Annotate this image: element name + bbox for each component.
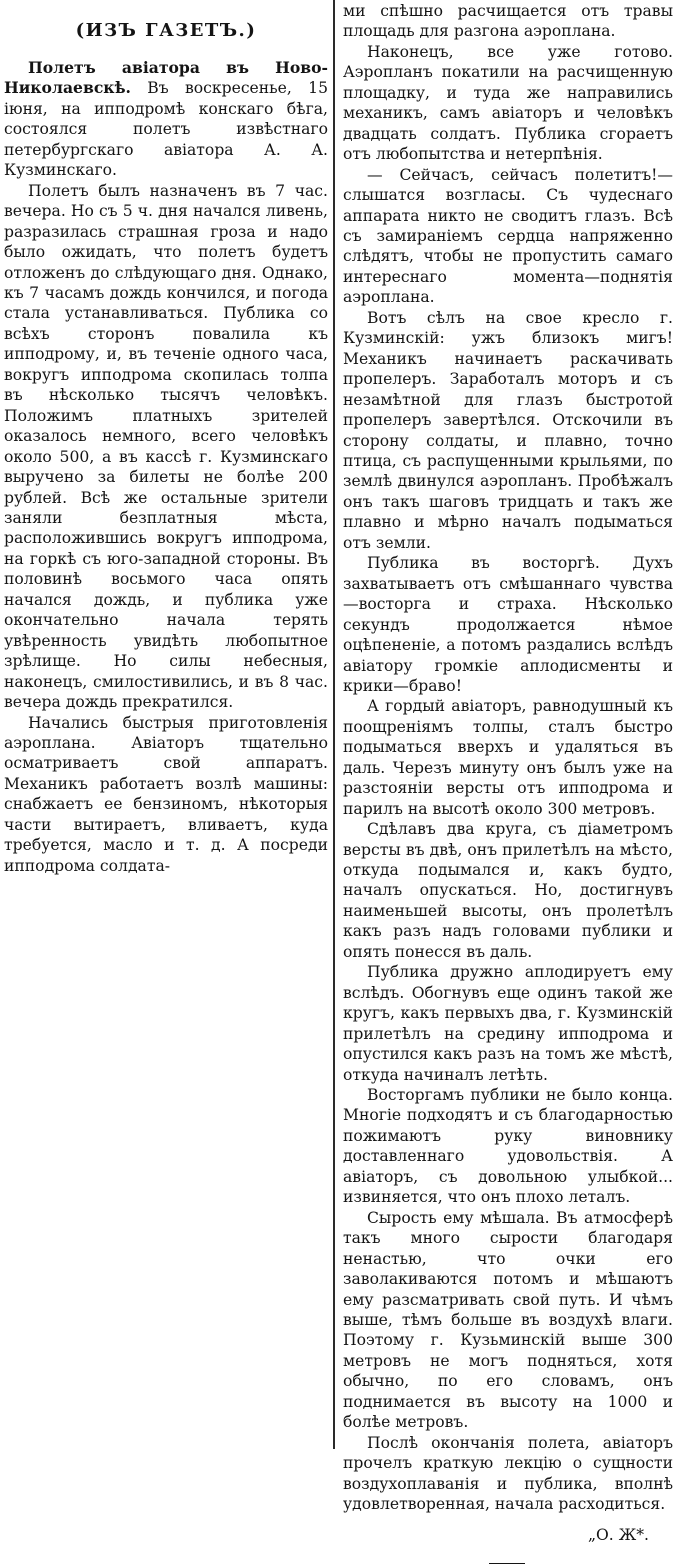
article-paragraph: Полетъ былъ назначенъ въ 7 час. вечера. Но съ 5 ч. дня начался ливень, разразилась страшная гроза и надо было ожидать, что полетъ будетъ отложенъ до слѣдующаго дня. Однако, къ 7 часамъ дождь кончился, и погода стала устанавливаться. Публика со всѣхъ сторонъ повалила къ ипподрому, и, въ теченіе одного часа, вокругъ ипподрома скопилась толпа въ нѣсколько тысячъ человѣкъ. Положимъ платныхъ зрителей оказалось немного, всего человѣкъ около 500, а въ кассѣ г. Кузминскаго выручено за билеты не болѣе 200 рублей. Всѣ же остальные зрители заняли безплатныя мѣста, расположившись вокругъ ипподрома, на горкѣ съ юго-западной стороны. Въ половинѣ восьмого часа опять начался дождь, и публика уже окончательно начала терять увѣренность увидѣть любопытное зрѣлище. Но силы небесныя, наконецъ, смилостивились, и въ 8 час. вечера дождь прекратился. (4, 181, 328, 712)
article-lead: Въ воскресенье, 15 іюня, на ипподромѣ конскаго бѣга, состоялся полетъ извѣстнаго петербургскаго авіатора А. А. Кузминскаго. (4, 79, 328, 180)
left-column (4, 0, 328, 876)
article-paragraph: — Сейчасъ, сейчасъ полетитъ!— слышатся возгласы. Съ чудеснаго аппарата никто не сводитъ глазъ. Всѣ съ замираніемъ сердца напряженно слѣдятъ, чтобы не пропустить самаго интереснаго момента—поднятія аэроплана. (343, 165, 673, 307)
right-column (343, 0, 673, 1564)
article-paragraph: Публика въ восторгѣ. Духъ захватываетъ отъ смѣшаннаго чувства—восторга и страха. Нѣсколько секундъ продолжается нѣмое оцѣпененіе, а потомъ раздались вслѣдъ авіатору громкіе аплодисменты и крики—браво! (343, 554, 673, 695)
article-paragraph: ми спѣшно расчищается отъ травы площадь для разгона аэроплана. (343, 2, 673, 41)
column-divider (333, 0, 335, 1449)
article-paragraph: Публика дружно аплодируетъ ему вслѣдъ. Обогнувъ еще одинъ такой же кругъ, какъ первыхъ два, г. Кузминскій прилетѣлъ на средину ипподрома и опустился какъ разъ на томъ же мѣстѣ, откуда начиналъ летѣть. (343, 963, 673, 1084)
article-paragraph: Наконецъ, все уже готово. Аэропланъ покатили на расчищенную площадку, и туда же направились механикъ, самъ авіаторъ и человѣкъ двадцать солдатъ. Публика сгораетъ отъ любопытства и нетерпѣнія. (343, 42, 673, 164)
article-paragraph: Вотъ сѣлъ на свое кресло г. Кузминскій: ужъ близокъ мигъ! Механикъ начинаетъ раскачивать пропелеръ. Заработалъ моторъ и съ незамѣтной для глазъ быстротой пропелеръ завертѣлся. Отскочили въ сторону солдаты, и плавно, точно птица, съ распущенными крыльями, по землѣ двинулся аэропланъ. Пробѣжалъ онъ такъ шаговъ тридцать и такъ же плавно и мѣрно началъ подыматься отъ земли. (343, 308, 673, 552)
article-paragraph: А гордый авіаторъ, равнодушный къ поощреніямъ толпы, сталъ быстро подыматься вверхъ и удаляться въ даль. Черезъ минуту онъ былъ уже на разстояніи версты отъ ипподрома и парилъ на высотѣ около 300 метровъ. (343, 697, 673, 818)
article-lead-paragraph (4, 58, 328, 181)
section-heading: (ИЗЪ ГАЗЕТЪ.) (75, 20, 257, 41)
article-paragraph: Восторгамъ публики не было конца. Многіе подходятъ и съ благодарностью пожимаютъ руку виновнику доставленнаго удовольствія. А авіаторъ, съ довольною улыбкой... извиняется, что онъ плохо леталъ. (343, 1086, 673, 1207)
article-paragraph: Сдѣлавъ два круга, съ діаметромъ версты въ двѣ, онъ прилетѣлъ на мѣсто, откуда подымался и, какъ будто, началъ опускаться. Но, достигнувъ наименьшей высоты, онъ пролетѣлъ какъ разъ надъ головами публики и опять понесся въ даль. (343, 820, 673, 961)
article-paragraph: Начались быстрыя приготовленія аэроплана. Авіаторъ тщательно осматриваетъ свой аппаратъ. Механикъ работаетъ возлѣ машины: снабжаетъ ее бензиномъ, нѣкоторыя части вытираетъ, вливаетъ, куда требуется, масло и т. д. А посреди ипподрома солдата- (4, 713, 328, 875)
article-paragraph: Сырость ему мѣшала. Въ атмосферѣ такъ много сырости благодаря ненастью, что очки его заволакиваются потомъ и мѣшаютъ ему разсматривать свой путь. И чѣмъ выше, тѣмъ больше въ воздухѣ влаги. Поэтому г. Кузьминскій выше 300 метровъ не могъ подняться, хотя обычно, по его словамъ, онъ поднимается въ высоту на 1000 и болѣе метровъ. (343, 1208, 673, 1432)
article-paragraph: Послѣ окончанія полета, авіаторъ прочелъ краткую лекцію о сущности воздухоплаванія и публика, вполнѣ удовлетворенная, начала расходиться. (343, 1433, 673, 1514)
author-signature: „О. Ж*. (587, 1525, 649, 1544)
article-title: Полетъ авіатора въ Ново-Николаевскѣ. (4, 58, 328, 98)
